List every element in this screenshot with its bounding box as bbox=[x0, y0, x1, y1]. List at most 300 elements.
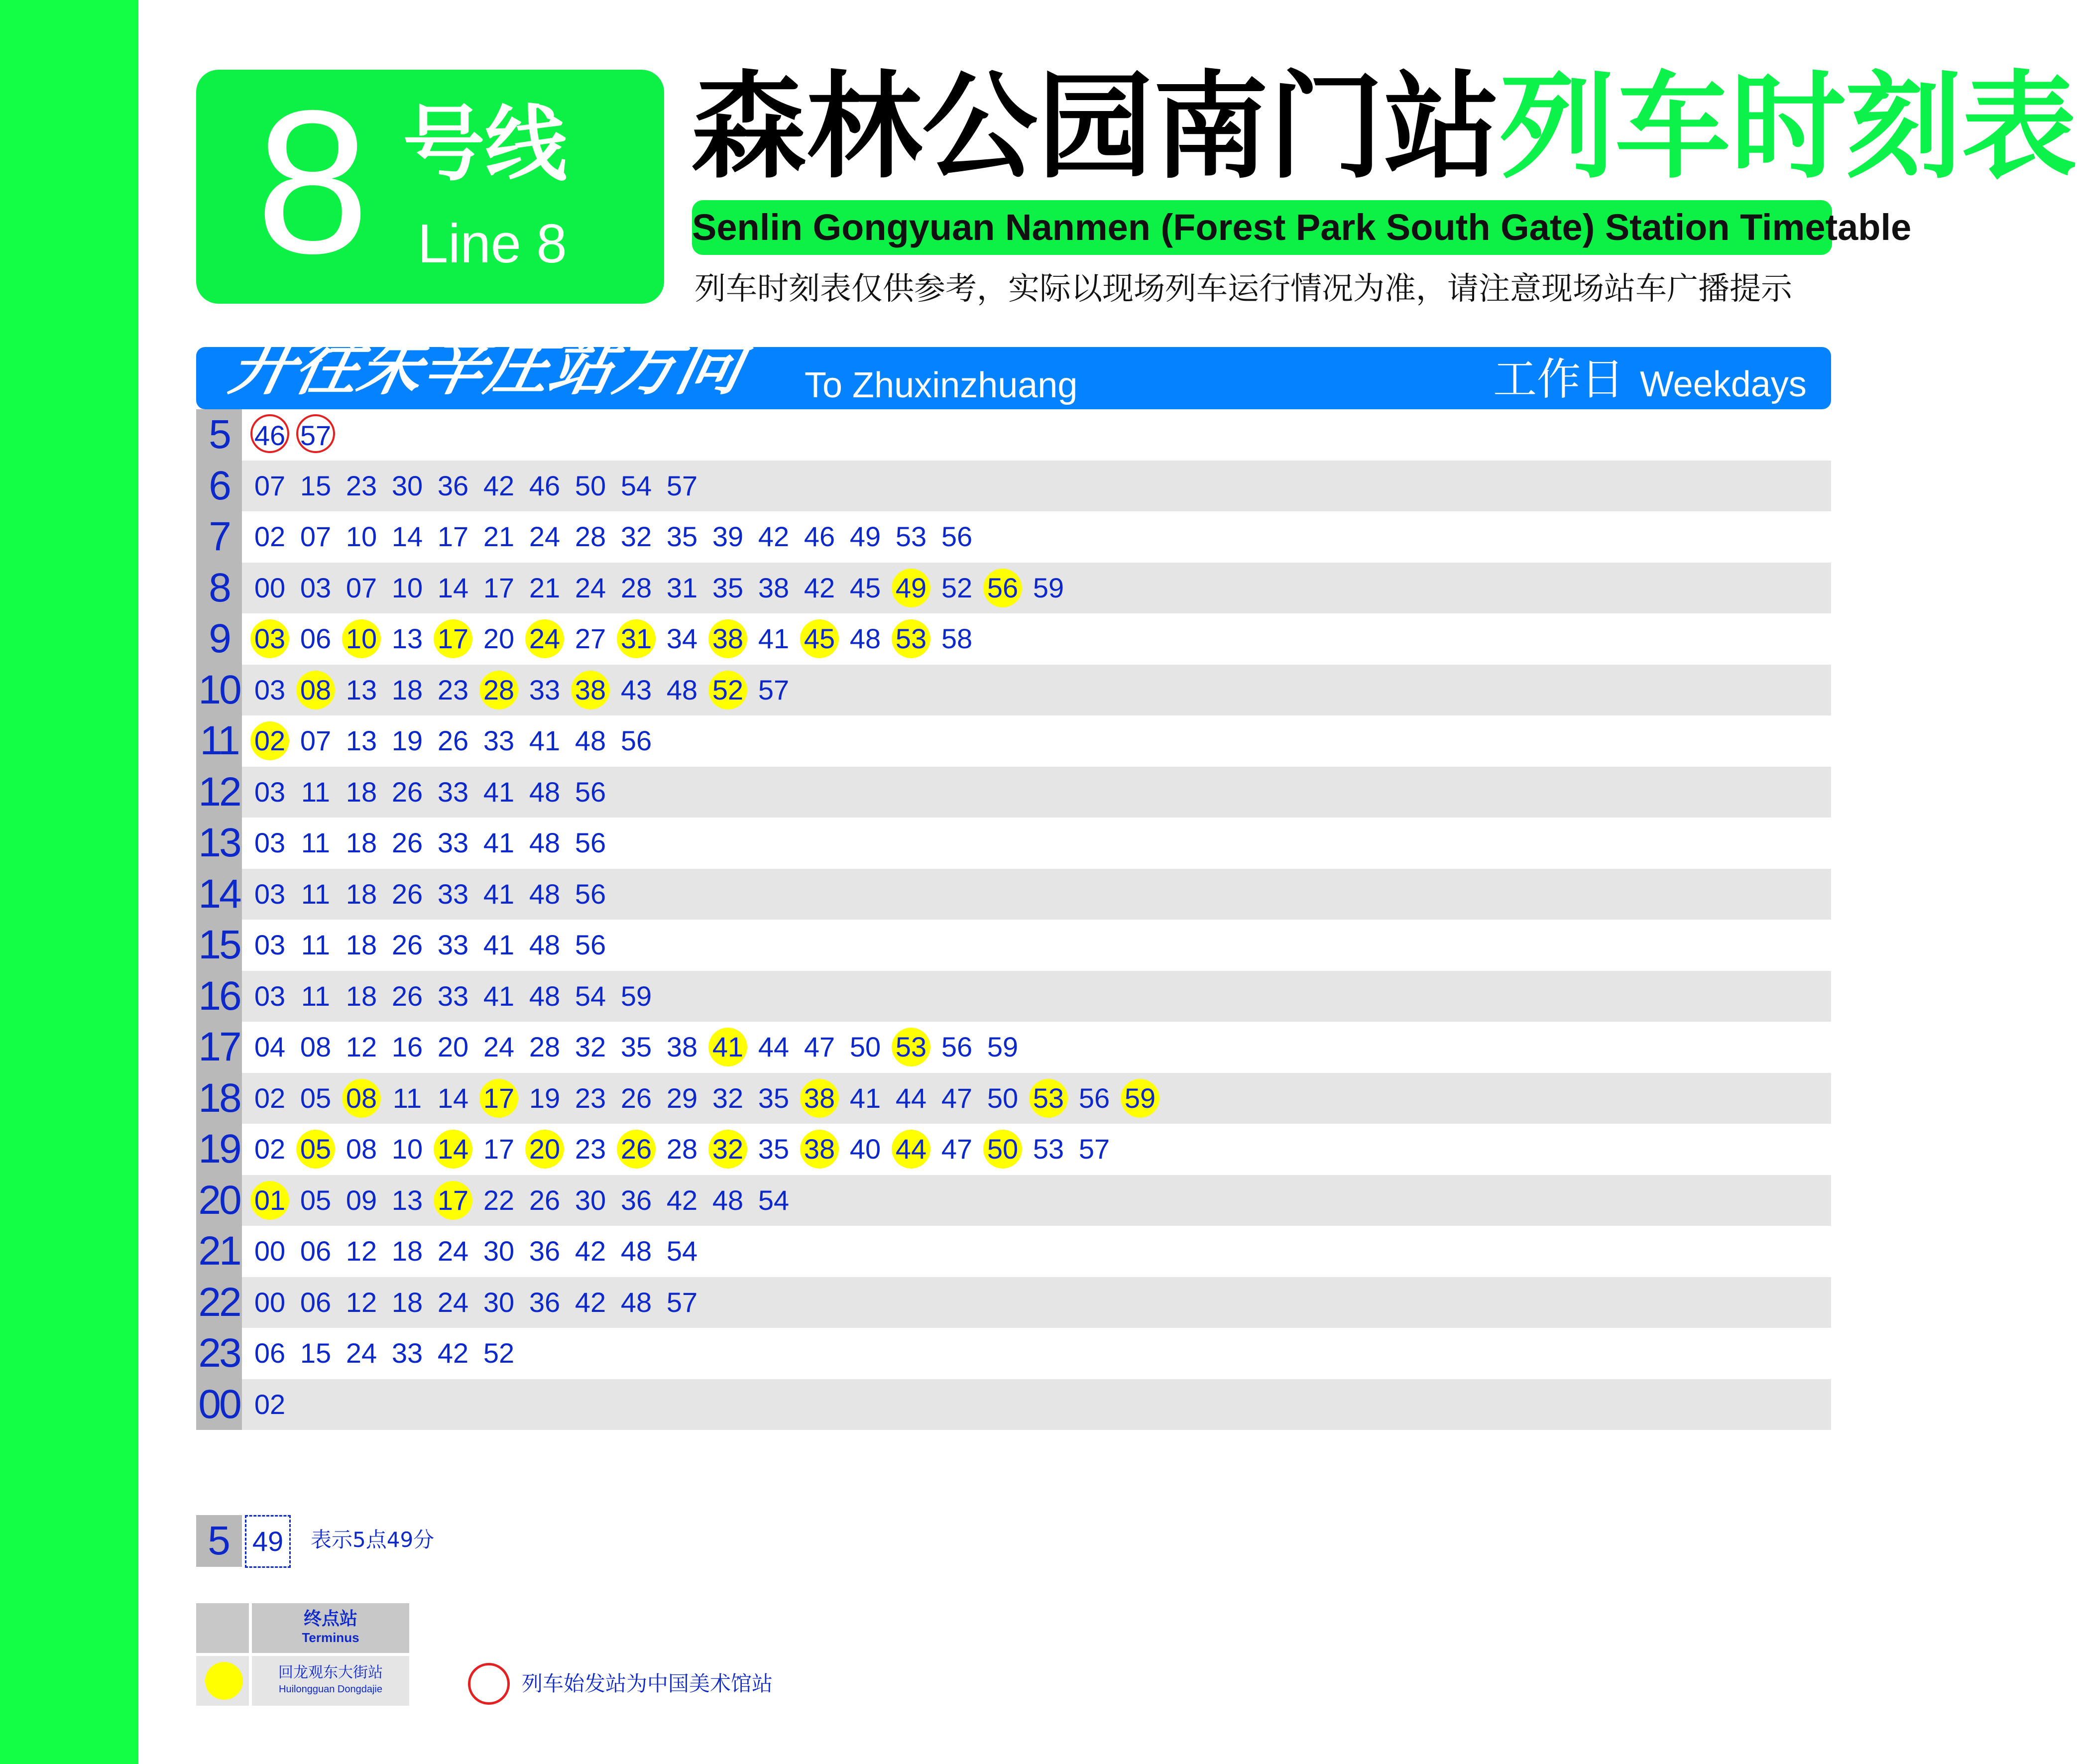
minute-value: 54 bbox=[666, 1235, 698, 1267]
minute-value: 42 bbox=[758, 521, 790, 553]
minute-value: 11 bbox=[301, 776, 331, 808]
origin-legend-text: 列车始发站为中国美术馆站 bbox=[522, 1671, 773, 1696]
minute-value: 48 bbox=[529, 776, 561, 808]
minute bbox=[888, 517, 934, 557]
minute bbox=[659, 619, 705, 659]
minute bbox=[659, 466, 705, 506]
minute-value: 41 bbox=[483, 980, 515, 1012]
hour-cell: 8 bbox=[196, 563, 242, 614]
hour-cell: 14 bbox=[196, 869, 242, 920]
minute-value: 18 bbox=[391, 1286, 423, 1318]
minute-value: 20 bbox=[483, 623, 515, 655]
minute bbox=[384, 925, 430, 965]
minute bbox=[476, 619, 522, 659]
minute-value: 26 bbox=[391, 827, 423, 859]
red-circle-icon bbox=[468, 1663, 510, 1705]
minute-value: 20 bbox=[437, 1031, 469, 1063]
minute-value: 53 bbox=[892, 1028, 930, 1066]
minute bbox=[293, 619, 339, 659]
minute bbox=[705, 1180, 751, 1220]
hour-cell: 6 bbox=[196, 461, 242, 512]
minute bbox=[476, 517, 522, 557]
minute bbox=[339, 568, 384, 608]
minute bbox=[339, 1333, 384, 1373]
minute bbox=[522, 568, 568, 608]
terminus-station-en: Huilongguan Dongdajie bbox=[279, 1684, 382, 1695]
minute-list bbox=[247, 511, 980, 563]
minute-value: 08 bbox=[346, 1133, 377, 1165]
english-title: Senlin Gongyuan Nanmen (Forest Park South Gate) Station Timetable bbox=[692, 200, 1832, 255]
minute-value: 18 bbox=[391, 1235, 423, 1267]
hour-cell: 15 bbox=[196, 920, 242, 971]
minute bbox=[1026, 568, 1071, 608]
minute bbox=[430, 568, 476, 608]
minute-value: 54 bbox=[620, 470, 652, 501]
minute bbox=[384, 466, 430, 506]
minute-list bbox=[247, 767, 613, 818]
minute bbox=[476, 925, 522, 965]
minute-terminus bbox=[247, 1180, 293, 1220]
minute bbox=[247, 568, 293, 608]
minute-value: 56 bbox=[941, 521, 973, 553]
minute-value: 01 bbox=[250, 1181, 289, 1220]
minute bbox=[613, 1027, 659, 1067]
minute-value: 53 bbox=[1033, 1133, 1064, 1165]
minute bbox=[293, 772, 339, 812]
table-row bbox=[196, 563, 1831, 614]
minute bbox=[751, 619, 797, 659]
minute-value: 11 bbox=[301, 980, 331, 1012]
minute bbox=[659, 568, 705, 608]
minute bbox=[659, 1180, 705, 1220]
minute-value: 41 bbox=[758, 623, 790, 655]
minute bbox=[476, 772, 522, 812]
example-minute: 49 bbox=[245, 1515, 291, 1568]
minute-value: 56 bbox=[575, 878, 606, 910]
minute bbox=[659, 1283, 705, 1322]
minute-list bbox=[247, 1328, 522, 1379]
minute bbox=[339, 874, 384, 914]
minute bbox=[797, 568, 842, 608]
schedule-table bbox=[196, 409, 1831, 1430]
terminus-label-en: Terminus bbox=[302, 1630, 359, 1645]
minute-value: 03 bbox=[254, 929, 286, 961]
minute-value: 28 bbox=[666, 1133, 698, 1165]
minute-value: 39 bbox=[712, 521, 744, 553]
minute-value: 45 bbox=[800, 619, 839, 658]
hour-cell: 12 bbox=[196, 767, 242, 818]
minute-value: 57 bbox=[758, 674, 790, 706]
minute bbox=[430, 1283, 476, 1322]
minute-terminus bbox=[522, 619, 568, 659]
example-hour: 5 bbox=[196, 1515, 242, 1567]
minute-value: 53 bbox=[892, 619, 930, 658]
direction-en: To Zhuxinzhuang bbox=[805, 365, 1078, 405]
minute-value: 35 bbox=[666, 521, 698, 553]
minute bbox=[339, 670, 384, 710]
terminus-station-cn: 回龙观东大街站 bbox=[278, 1664, 383, 1681]
minute bbox=[384, 1180, 430, 1220]
minute-value: 28 bbox=[479, 671, 518, 709]
minute-value: 31 bbox=[617, 619, 656, 658]
minute bbox=[934, 619, 980, 659]
minute-terminus bbox=[797, 1129, 842, 1169]
minute-value: 48 bbox=[666, 674, 698, 706]
minute-value: 33 bbox=[483, 725, 515, 757]
minute-value: 48 bbox=[620, 1286, 652, 1318]
minute bbox=[568, 466, 613, 506]
minute bbox=[476, 874, 522, 914]
left-color-bar bbox=[0, 0, 138, 1764]
minute-value: 03 bbox=[254, 827, 286, 859]
hour-cell: 13 bbox=[196, 818, 242, 869]
hour-cell: 5 bbox=[196, 409, 242, 461]
minute-value: 11 bbox=[301, 878, 331, 910]
minute bbox=[613, 517, 659, 557]
minute bbox=[384, 1027, 430, 1067]
minute-value: 42 bbox=[666, 1184, 698, 1216]
minute bbox=[568, 619, 613, 659]
minute-terminus bbox=[888, 568, 934, 608]
minute-value: 34 bbox=[666, 623, 698, 655]
minute-value: 08 bbox=[296, 671, 335, 709]
minute-value: 17 bbox=[479, 1079, 518, 1118]
minute bbox=[247, 1027, 293, 1067]
minute-value: 15 bbox=[300, 470, 332, 501]
minute-value: 19 bbox=[391, 725, 423, 757]
minute-value: 18 bbox=[391, 674, 423, 706]
minute bbox=[293, 466, 339, 506]
minute bbox=[384, 976, 430, 1016]
minute bbox=[384, 568, 430, 608]
hour-cell: 9 bbox=[196, 613, 242, 665]
minute bbox=[522, 925, 568, 965]
minute bbox=[476, 466, 522, 506]
minute bbox=[293, 874, 339, 914]
minute bbox=[613, 1078, 659, 1118]
minute-list bbox=[247, 461, 705, 512]
minute bbox=[384, 1283, 430, 1322]
minute-value: 00 bbox=[254, 1286, 286, 1318]
table-row bbox=[196, 818, 1831, 869]
minute bbox=[659, 1231, 705, 1271]
minute-value: 38 bbox=[800, 1079, 839, 1118]
minute-value: 06 bbox=[300, 1235, 332, 1267]
minute-value: 03 bbox=[254, 878, 286, 910]
minute-value: 26 bbox=[391, 929, 423, 961]
minute-value: 26 bbox=[391, 776, 423, 808]
minute-value: 06 bbox=[254, 1337, 286, 1369]
minute-value: 02 bbox=[254, 1082, 286, 1114]
minute-value: 24 bbox=[529, 521, 561, 553]
minute-terminus bbox=[430, 1180, 476, 1220]
minute bbox=[476, 1129, 522, 1169]
minute-terminus bbox=[705, 670, 751, 710]
minute bbox=[384, 1333, 430, 1373]
minute-value: 50 bbox=[987, 1082, 1019, 1114]
minute-terminus bbox=[430, 1129, 476, 1169]
minute-value: 33 bbox=[437, 827, 469, 859]
minute bbox=[430, 925, 476, 965]
minute-value: 56 bbox=[983, 569, 1022, 607]
minute-value: 33 bbox=[437, 776, 469, 808]
minute bbox=[842, 619, 888, 659]
minute bbox=[293, 823, 339, 863]
minute-value: 32 bbox=[575, 1031, 606, 1063]
minute bbox=[934, 1129, 980, 1169]
minute-value: 42 bbox=[437, 1337, 469, 1369]
minute bbox=[751, 1027, 797, 1067]
hour-cell: 20 bbox=[196, 1175, 242, 1226]
minute-value: 42 bbox=[483, 470, 515, 501]
minute bbox=[339, 466, 384, 506]
minute bbox=[339, 1231, 384, 1271]
minute-value: 33 bbox=[529, 674, 561, 706]
minute bbox=[705, 568, 751, 608]
minute-value: 40 bbox=[849, 1133, 881, 1165]
minute-list bbox=[247, 613, 980, 665]
minute bbox=[476, 568, 522, 608]
minute-value: 57 bbox=[666, 1286, 698, 1318]
minute-value: 30 bbox=[483, 1286, 515, 1318]
minute-value: 14 bbox=[437, 572, 469, 603]
minute bbox=[247, 976, 293, 1016]
minute-value: 13 bbox=[391, 1184, 423, 1216]
minute-value: 53 bbox=[1029, 1079, 1068, 1118]
minute bbox=[522, 823, 568, 863]
minute bbox=[522, 874, 568, 914]
minute bbox=[247, 1129, 293, 1169]
minute-origin bbox=[247, 414, 293, 456]
minute-value: 29 bbox=[666, 1082, 698, 1114]
minute-value: 26 bbox=[391, 980, 423, 1012]
minute bbox=[339, 721, 384, 761]
legend-header bbox=[252, 1603, 409, 1653]
minute bbox=[568, 1180, 613, 1220]
page-title bbox=[691, 60, 2077, 194]
minute-value: 10 bbox=[346, 521, 377, 553]
minute-terminus bbox=[293, 1129, 339, 1169]
minute-value: 24 bbox=[437, 1235, 469, 1267]
minute-value: 38 bbox=[758, 572, 790, 603]
minute-value: 56 bbox=[941, 1031, 973, 1063]
minute bbox=[293, 517, 339, 557]
minute bbox=[339, 1129, 384, 1169]
minute-value: 23 bbox=[346, 470, 377, 501]
minute-terminus bbox=[980, 1129, 1026, 1169]
minute-value: 38 bbox=[708, 619, 747, 658]
minute-value: 48 bbox=[529, 878, 561, 910]
minute bbox=[888, 1078, 934, 1118]
minute bbox=[522, 466, 568, 506]
minute-value: 14 bbox=[434, 1130, 472, 1169]
minute-value: 07 bbox=[300, 521, 332, 553]
minute-terminus bbox=[1117, 1078, 1163, 1118]
table-row bbox=[196, 1175, 1831, 1226]
minute-value: 56 bbox=[575, 776, 606, 808]
minute bbox=[842, 568, 888, 608]
minute-value: 35 bbox=[620, 1031, 652, 1063]
minute bbox=[522, 517, 568, 557]
minute-value: 10 bbox=[391, 572, 423, 603]
minute bbox=[247, 1283, 293, 1322]
minute bbox=[751, 1180, 797, 1220]
minute bbox=[751, 517, 797, 557]
minute bbox=[522, 772, 568, 812]
minute-terminus bbox=[797, 1078, 842, 1118]
terminus-label-cn: 终点站 bbox=[303, 1609, 357, 1629]
minute-list bbox=[247, 665, 797, 716]
minute bbox=[613, 670, 659, 710]
minute-value: 30 bbox=[391, 470, 423, 501]
minute-value: 56 bbox=[575, 827, 606, 859]
legend-marker-cell bbox=[196, 1656, 249, 1706]
minute-terminus bbox=[476, 670, 522, 710]
minute-value: 41 bbox=[483, 929, 515, 961]
minute bbox=[797, 517, 842, 557]
minute bbox=[1071, 1129, 1117, 1169]
minute-value: 47 bbox=[941, 1133, 973, 1165]
minute-value: 33 bbox=[391, 1337, 423, 1369]
minute bbox=[842, 1027, 888, 1067]
yellow-dot-icon bbox=[205, 1662, 243, 1700]
table-row bbox=[196, 715, 1831, 767]
minute bbox=[339, 1283, 384, 1322]
minute bbox=[613, 1231, 659, 1271]
minute bbox=[339, 517, 384, 557]
minute-value: 17 bbox=[483, 572, 515, 603]
minute-value: 58 bbox=[941, 623, 973, 655]
minute-value: 07 bbox=[300, 725, 332, 757]
minute bbox=[430, 721, 476, 761]
minute-value: 11 bbox=[301, 827, 331, 859]
table-row bbox=[196, 920, 1831, 971]
minute-value: 49 bbox=[849, 521, 881, 553]
minute-value: 42 bbox=[804, 572, 835, 603]
minute bbox=[476, 823, 522, 863]
minute-terminus bbox=[522, 1129, 568, 1169]
minute bbox=[430, 1333, 476, 1373]
minute-terminus bbox=[430, 619, 476, 659]
minute bbox=[568, 925, 613, 965]
minute-terminus bbox=[888, 619, 934, 659]
minute bbox=[705, 1078, 751, 1118]
minute bbox=[980, 1027, 1026, 1067]
minute-value: 03 bbox=[254, 674, 286, 706]
minute-terminus bbox=[568, 670, 613, 710]
minute bbox=[247, 466, 293, 506]
minute-value: 48 bbox=[529, 929, 561, 961]
minute-terminus bbox=[705, 1027, 751, 1067]
minute bbox=[568, 568, 613, 608]
minute bbox=[247, 772, 293, 812]
minute bbox=[384, 619, 430, 659]
minute bbox=[522, 1283, 568, 1322]
minute-value: 44 bbox=[758, 1031, 790, 1063]
minute-value: 07 bbox=[254, 470, 286, 501]
minute-value: 02 bbox=[250, 721, 289, 760]
minute-value: 21 bbox=[483, 521, 515, 553]
direction-cn: 开往朱辛庄站方向 bbox=[224, 330, 750, 404]
minute-list bbox=[247, 1073, 1163, 1124]
minute-value: 02 bbox=[254, 521, 286, 553]
minute bbox=[476, 721, 522, 761]
table-row bbox=[196, 1226, 1831, 1277]
minute-value: 56 bbox=[575, 929, 606, 961]
minute-value: 18 bbox=[346, 878, 377, 910]
minute bbox=[934, 1027, 980, 1067]
hour-cell: 21 bbox=[196, 1226, 242, 1277]
minute bbox=[476, 976, 522, 1016]
minute-value: 31 bbox=[666, 572, 698, 603]
minute-list bbox=[247, 409, 339, 461]
minute-value: 24 bbox=[346, 1337, 377, 1369]
minute-value: 24 bbox=[525, 619, 564, 658]
minute-value: 10 bbox=[342, 619, 381, 658]
hour-cell: 16 bbox=[196, 971, 242, 1022]
table-row bbox=[196, 869, 1831, 920]
hour-cell: 10 bbox=[196, 665, 242, 716]
minute bbox=[934, 568, 980, 608]
minute-value: 36 bbox=[620, 1184, 652, 1216]
minute-value: 19 bbox=[529, 1082, 561, 1114]
minute bbox=[568, 874, 613, 914]
minute bbox=[568, 1078, 613, 1118]
minute bbox=[293, 1231, 339, 1271]
minute-value: 48 bbox=[529, 980, 561, 1012]
hour-cell: 7 bbox=[196, 511, 242, 563]
minute-value: 32 bbox=[620, 521, 652, 553]
minute-value: 54 bbox=[575, 980, 606, 1012]
minute bbox=[384, 1129, 430, 1169]
minute-value: 11 bbox=[301, 929, 331, 961]
minute bbox=[384, 517, 430, 557]
minute bbox=[293, 1283, 339, 1322]
minute-value: 08 bbox=[300, 1031, 332, 1063]
minute-list bbox=[247, 920, 613, 971]
minute bbox=[247, 670, 293, 710]
minute bbox=[293, 976, 339, 1016]
minute-value: 26 bbox=[617, 1130, 656, 1169]
minute bbox=[1071, 1078, 1117, 1118]
minute-value: 18 bbox=[346, 980, 377, 1012]
minute-origin bbox=[293, 414, 339, 456]
minute-value: 16 bbox=[391, 1031, 423, 1063]
table-row bbox=[196, 665, 1831, 716]
day-type-cn: 工作日 bbox=[1493, 353, 1625, 405]
hour-cell: 23 bbox=[196, 1328, 242, 1379]
minute-terminus bbox=[247, 721, 293, 761]
minute-list bbox=[247, 715, 659, 767]
minute-value: 18 bbox=[346, 827, 377, 859]
minute-value: 26 bbox=[437, 725, 469, 757]
line-name-en: Line 8 bbox=[418, 213, 567, 274]
minute bbox=[384, 823, 430, 863]
minute-value: 30 bbox=[483, 1235, 515, 1267]
minute bbox=[842, 1078, 888, 1118]
minute bbox=[1026, 1129, 1071, 1169]
minute-value: 20 bbox=[525, 1130, 564, 1169]
minute-value: 50 bbox=[575, 470, 606, 501]
minute-value: 28 bbox=[620, 572, 652, 603]
legend-header-blank bbox=[196, 1603, 249, 1653]
minute-value: 48 bbox=[620, 1235, 652, 1267]
minute-value: 05 bbox=[300, 1082, 332, 1114]
minute-value: 52 bbox=[483, 1337, 515, 1369]
minute-value: 03 bbox=[254, 980, 286, 1012]
minute-value: 32 bbox=[712, 1082, 744, 1114]
minute-value: 06 bbox=[300, 1286, 332, 1318]
